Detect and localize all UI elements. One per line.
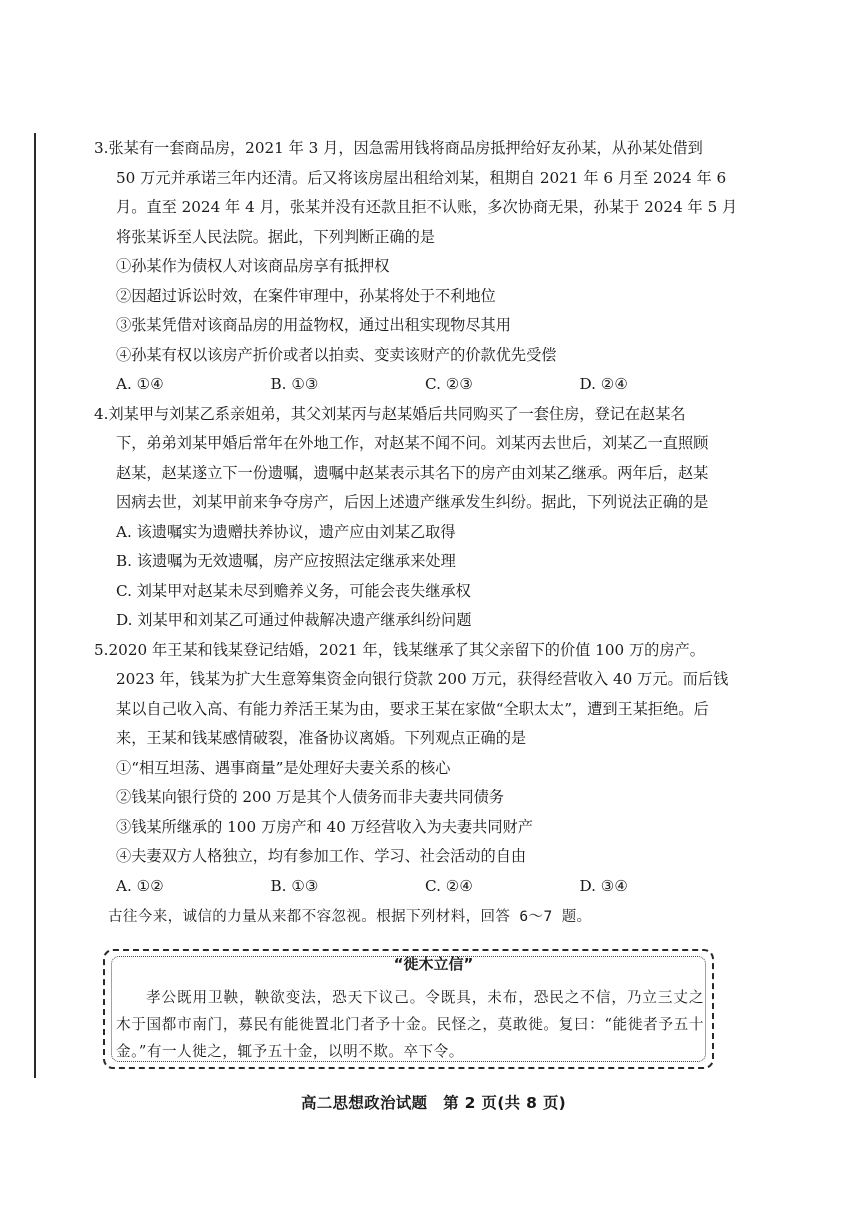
question-4-line-3: 赵某，赵某遂立下一份遗嘱，遗嘱中赵某表示其名下的房产由刘某乙继承。两年后，赵某	[116, 463, 709, 482]
question-4-line-2: 下，弟弟刘某甲婚后常年在外地工作，对赵某不闻不问。刘某丙去世后，刘某乙一直照顾	[116, 434, 709, 452]
question-5-statement-3: ③钱某所继承的 100 万房产和 40 万经营收入为夫妻共同财产	[116, 817, 533, 836]
question-4	[94, 400, 734, 636]
material-text: 孝公既用卫鞅，鞅欲变法，恐天下议己。令既具，未布，恐民之不信，乃立三丈之木于国都市南门，募民有能徙置北门者予十金。民怪之，莫敢徙。复曰：“能徙者予五十金。”有一人徙之，辄予五十金，以明不欺。卒下令。	[116, 989, 704, 1060]
question-3-option-c: C. ②③	[425, 375, 473, 393]
question-3-statement-1: ①孙某作为债权人对该商品房享有抵押权	[116, 257, 390, 275]
question-5	[94, 636, 734, 902]
question-3	[94, 134, 738, 400]
question-3-option-b: B. ①③	[270, 375, 319, 393]
question-3-statement-2: ②因超过诉讼时效，在案件审理中，孙某将处于不利地位	[116, 286, 496, 305]
question-5-statement-2: ②钱某向银行贷的 200 万是其个人债务而非夫妻共同债务	[116, 788, 504, 806]
question-4-choice-b: B. 该遗嘱为无效遗嘱，房产应按照法定继承来处理	[116, 552, 456, 570]
question-3-options	[94, 370, 734, 400]
question-4-choice-d: D. 刘某甲和刘某乙可通过仲裁解决遗产继承纠纷问题	[116, 611, 472, 629]
question-5-statement-4: ④夫妻双方人格独立，均有参加工作、学习、社会活动的自由	[116, 847, 527, 865]
question-5-option-a: A. ①②	[116, 876, 164, 895]
question-3-statement-4: ④孙某有权以该房产折价或者以拍卖、变卖该财产的价款优先受偿	[116, 345, 557, 364]
question-5-option-d: D. ③④	[579, 876, 629, 895]
question-4-line-4: 因病去世，刘某甲前来争夺房产，后因上述遗产继承发生纠纷。据此，下列说法正确的是	[116, 493, 709, 511]
question-5-options	[94, 872, 734, 902]
question-5-statement-1: ①“相互坦荡、遇事商量”是处理好夫妻关系的核心	[116, 758, 451, 777]
question-3-line-4: 将张某诉至人民法院。据此，下列判断正确的是	[116, 227, 435, 246]
question-5-line-2: 2023 年，钱某为扩大生意筹集资金向银行贷款 200 万元，获得经营收入 40 万元。而后钱	[116, 670, 729, 688]
question-5-option-b: B. ①③	[270, 876, 319, 895]
question-5-line-4: 来，王某和钱某感情破裂，准备协议离婚。下列观点正确的是	[116, 729, 527, 747]
question-4-choice-c: C. 刘某甲对赵某未尽到赡养义务，可能会丧失继承权	[116, 581, 471, 600]
material-title: “徙木立信”	[393, 955, 474, 973]
material-intro: 古往今来，诚信的力量从来都不容忽视。根据下列材料，回答 6～7 题。	[108, 909, 592, 925]
question-3-statement-3: ③张某凭借对该商品房的用益物权，通过出租实现物尽其用	[116, 316, 511, 334]
question-3-line-1: 3.张某有一套商品房，2021 年 3 月，因急需用钱将商品房抵押给好友孙某，从孙某处借到	[94, 139, 703, 157]
question-3-line-2: 50 万元并承诺三年内还清。后又将该房屋出租给刘某，租期自 2021 年 6 月至 2024 年 6	[116, 168, 727, 187]
question-4-line-1: 4.刘某甲与刘某乙系亲姐弟，其父刘某丙与赵某婚后共同购买了一套住房，登记在赵某名	[94, 404, 686, 423]
question-3-line-3: 月。直至 2024 年 4 月，张某并没有还款且拒不认账，多次协商无果，孙某于 2024 年 5 月	[116, 198, 738, 216]
question-4-choice-a: A. 该遗嘱实为遗赠扶养协议，遗产应由刘某乙取得	[116, 522, 456, 541]
binding-margin-line	[34, 133, 36, 1078]
page-footer: 高二思想政治试题 第 2 页(共 8 页)	[300, 1094, 567, 1112]
question-area	[94, 134, 738, 933]
question-5-line-3: 某以自己收入高、有能力养活王某为由，要求王某在家做“全职太太”，遭到王某拒绝。后	[116, 699, 709, 718]
question-5-line-1: 5.2020 年王某和钱某登记结婚，2021 年，钱某继承了其父亲留下的价值 100 万的房产。	[94, 640, 705, 659]
question-5-option-c: C. ②④	[425, 876, 473, 895]
question-3-option-d: D. ②④	[579, 375, 629, 393]
question-3-option-a: A. ①④	[116, 375, 164, 393]
